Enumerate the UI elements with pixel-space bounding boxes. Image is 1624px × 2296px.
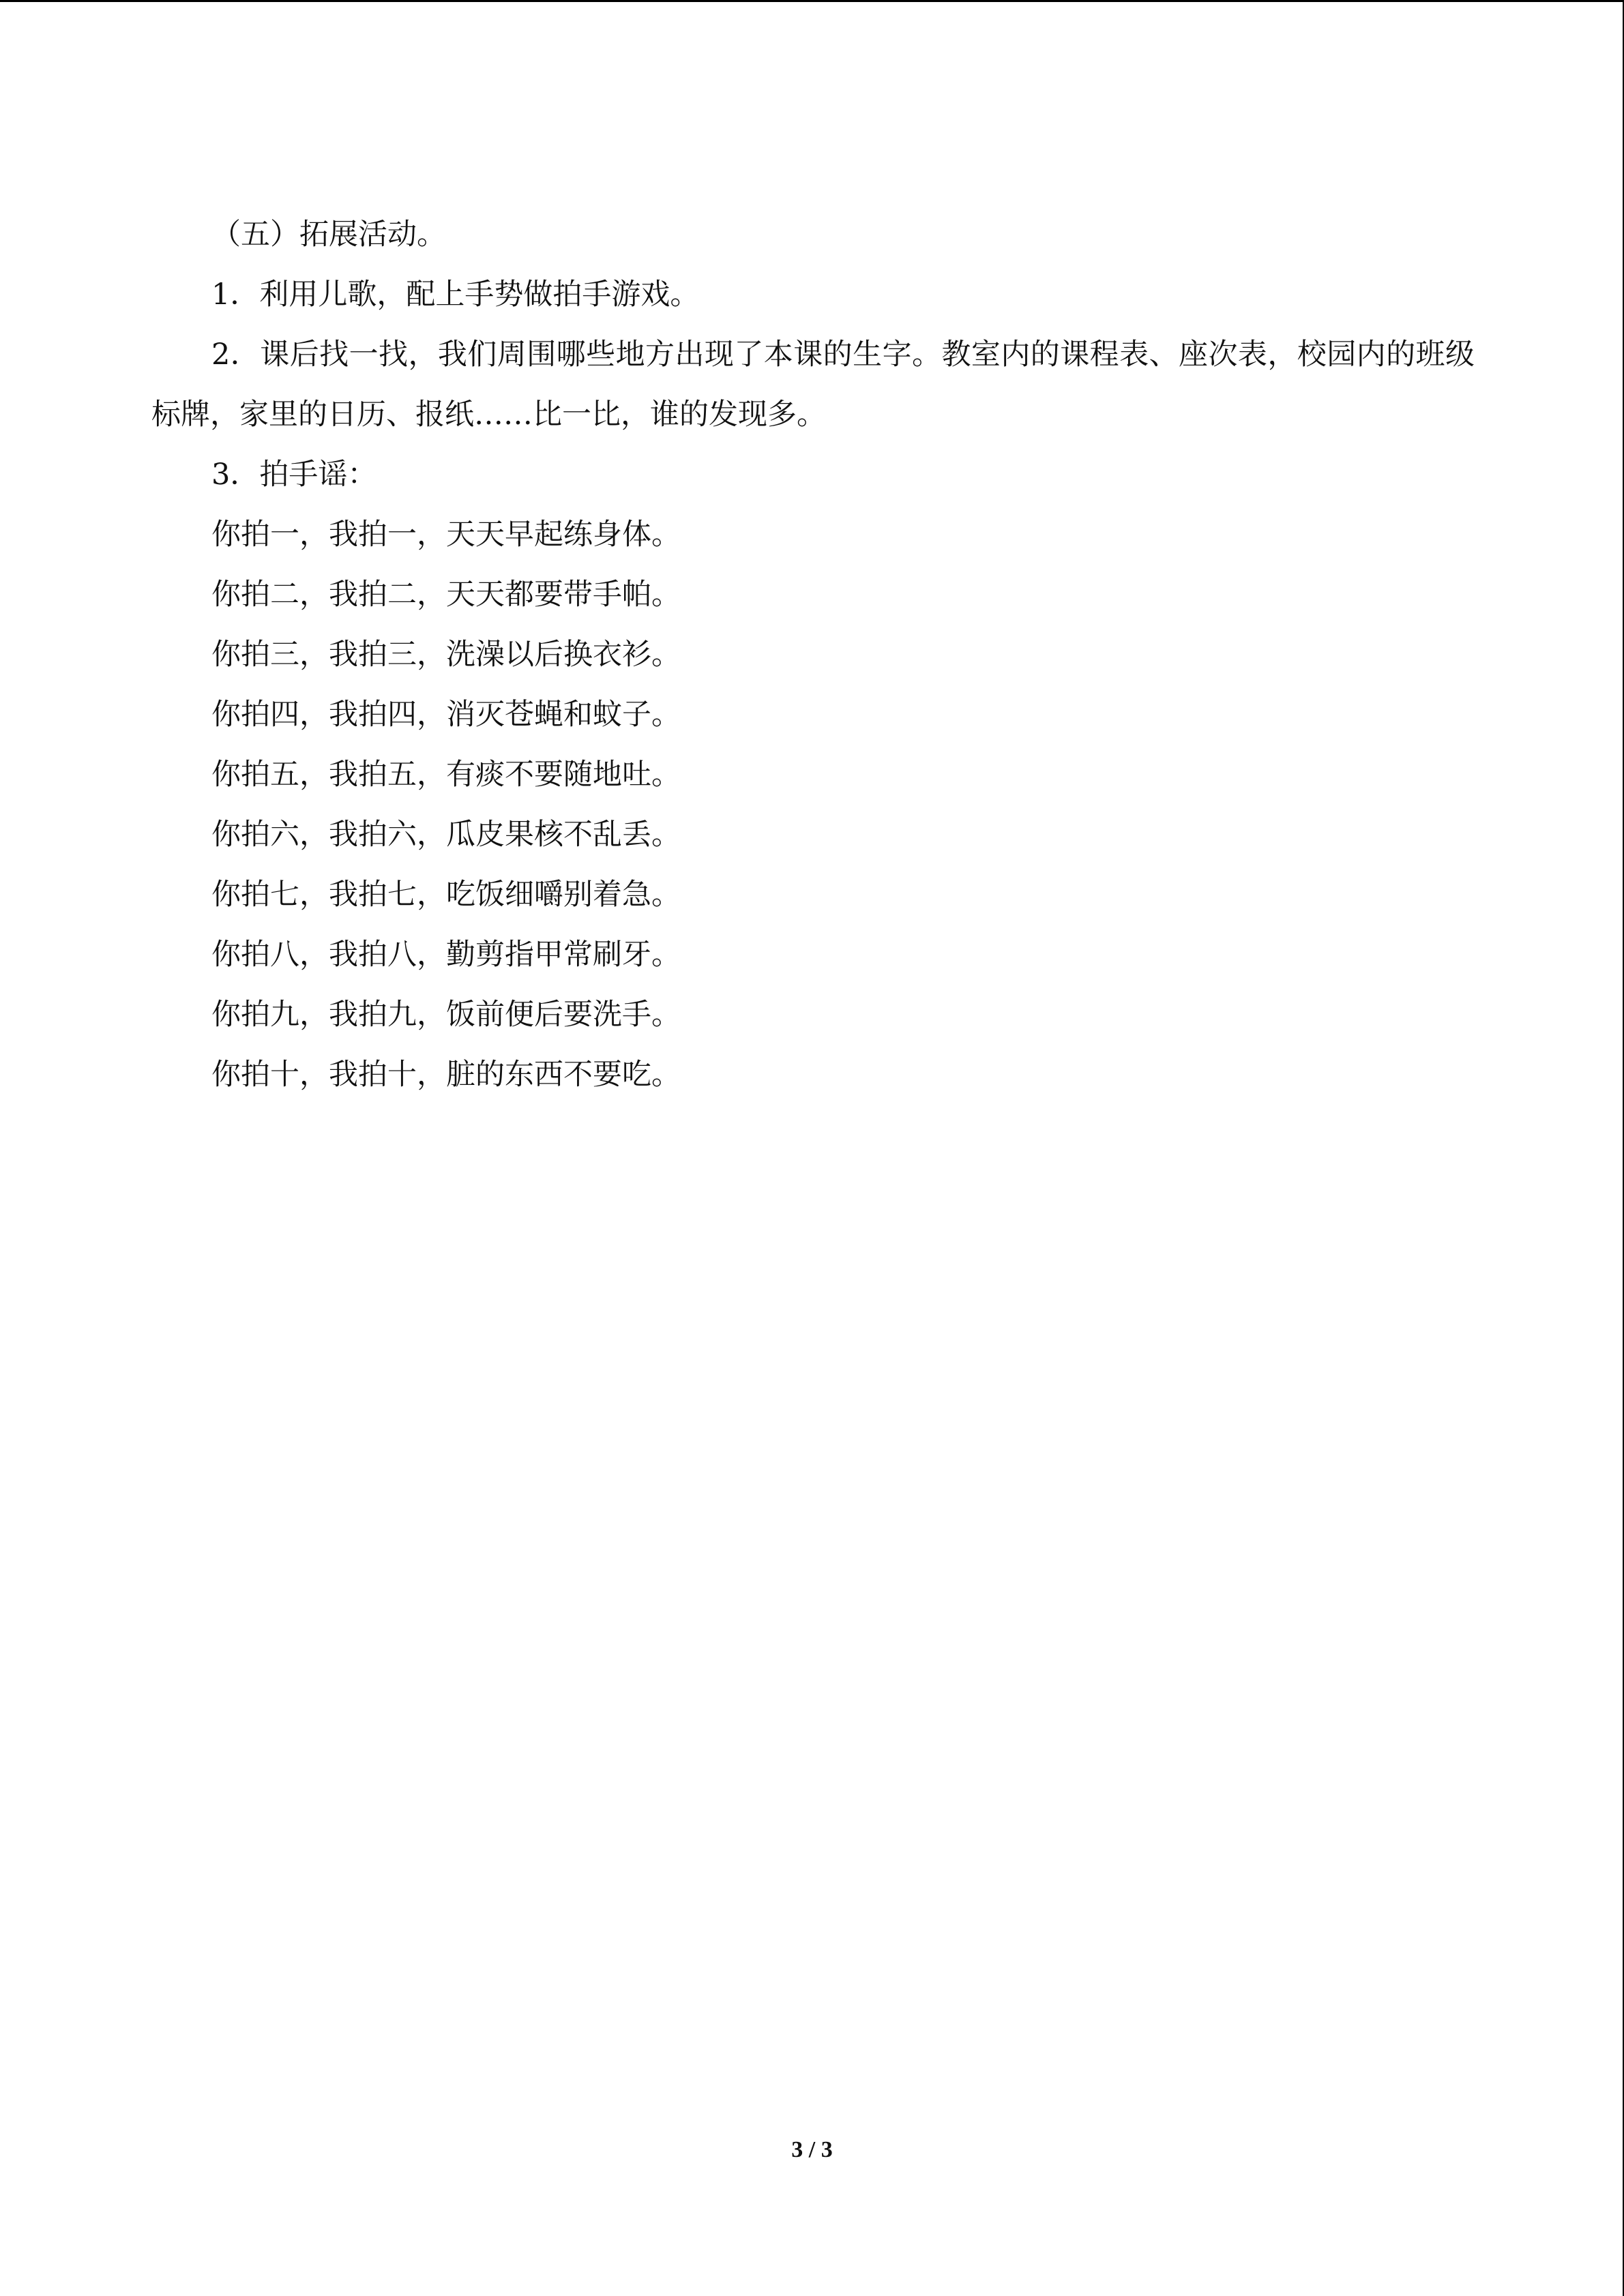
list-item: 3．拍手谣： (211, 458, 377, 492)
list-item: 1．利用儿歌，配上手势做拍手游戏。 (211, 278, 700, 312)
top-border-line (0, 0, 1624, 2)
rhyme-line: 你拍九，我拍九，饭前便后要洗手。 (211, 998, 681, 1032)
rhyme-line: 你拍二，我拍二，天天都要带手帕。 (211, 578, 681, 612)
rhyme-line: 你拍一，我拍一，天天早起练身体。 (211, 518, 681, 552)
rhyme-line: 你拍三，我拍三，洗澡以后换衣衫。 (211, 638, 681, 672)
rhyme-line: 你拍十，我拍十，脏的东西不要吃。 (211, 1058, 681, 1092)
rhyme-line: 你拍七，我拍七，吃饭细嚼别着急。 (211, 878, 681, 912)
rhyme-line: 你拍六，我拍六，瓜皮果核不乱丢。 (211, 818, 681, 852)
rhyme-line: 你拍四，我拍四，消灭苍蝇和蚊子。 (211, 698, 681, 732)
page-number: 3 / 3 (791, 2137, 833, 2162)
document-body (151, 205, 1475, 1105)
list-item: 2．课后找一找，我们周围哪些地方出现了本课的生字。教室内的课程表、座次表，校园内的班级标牌，家里的日历、报纸……比一比，谁的发现多。 (151, 338, 1475, 432)
rhyme-line: 你拍五，我拍五，有痰不要随地吐。 (211, 758, 681, 792)
rhyme-line: 你拍八，我拍八，勤剪指甲常刷牙。 (211, 938, 681, 972)
section-heading: （五）拓展活动。 (211, 218, 446, 252)
